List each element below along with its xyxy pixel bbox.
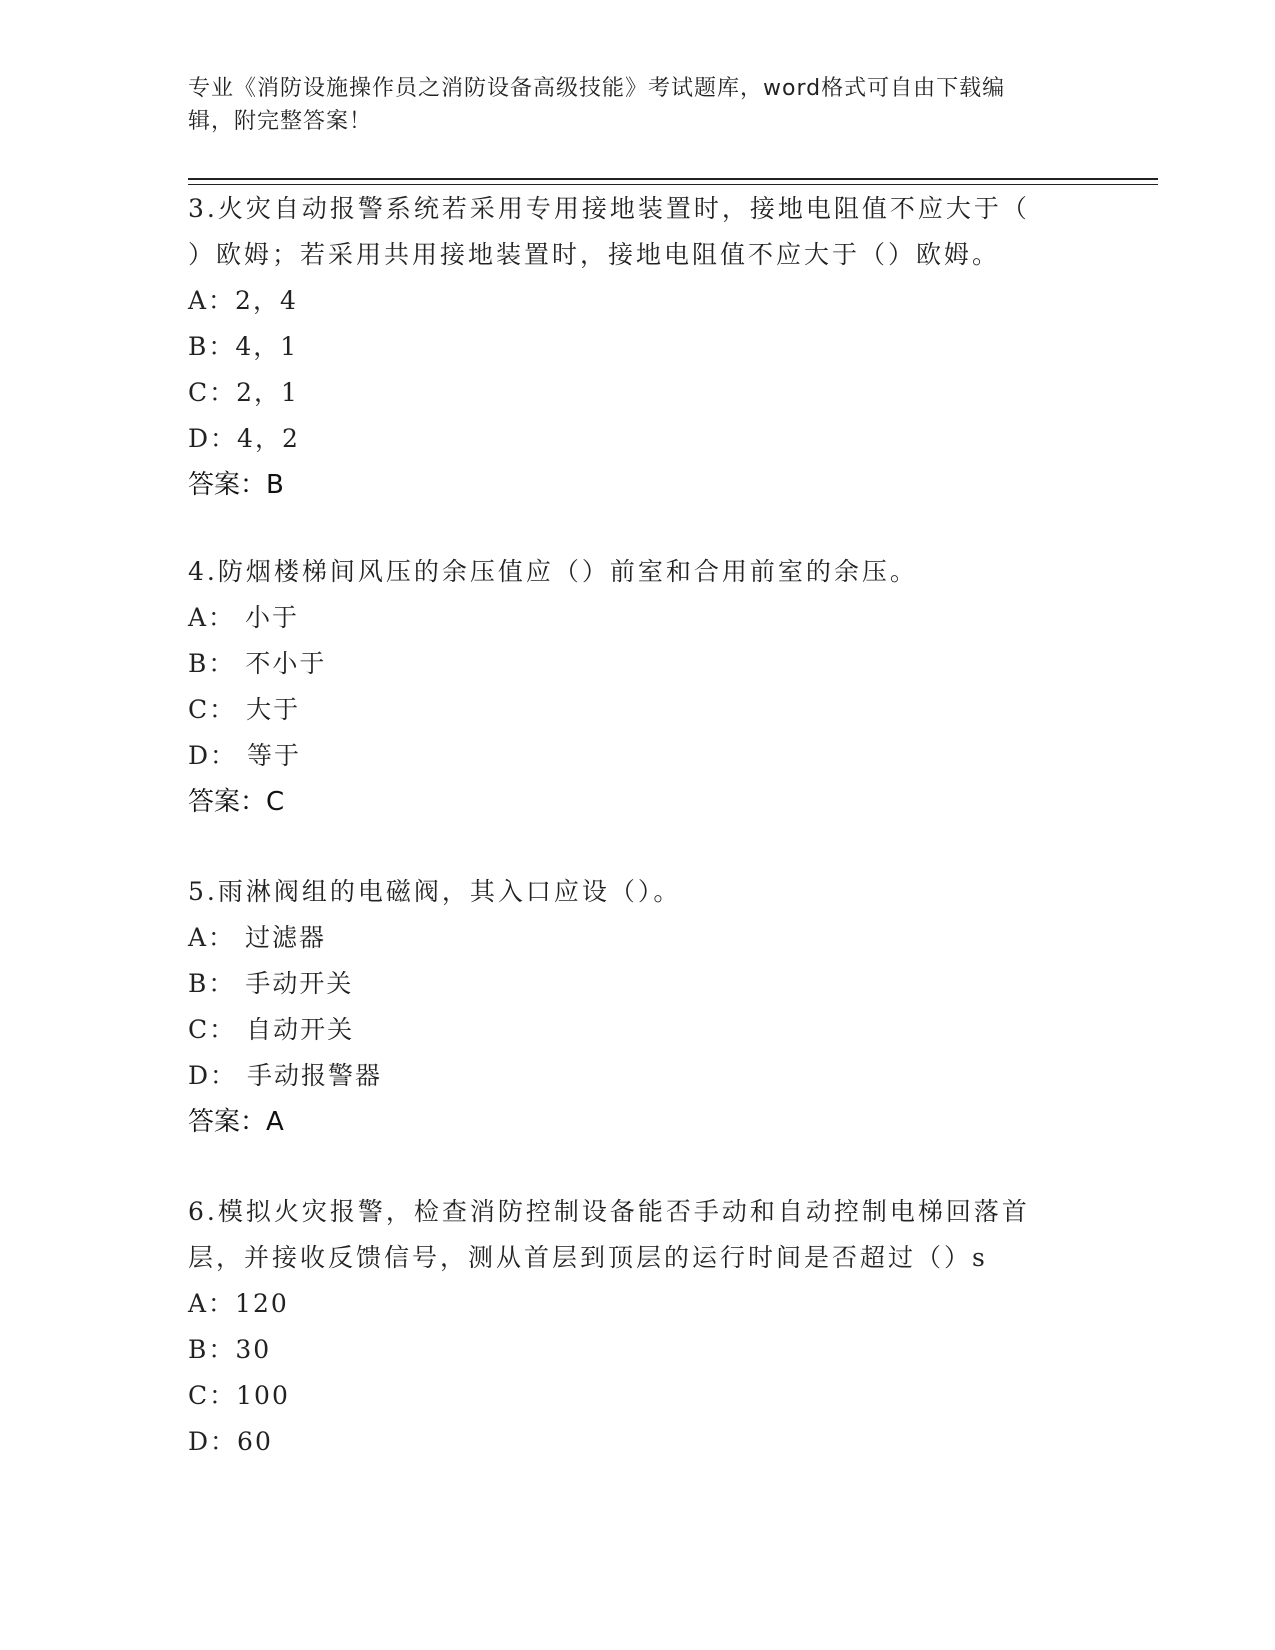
question-stem: 4.防烟楼梯间风压的余压值应（）前室和合用前室的余压。 bbox=[188, 557, 918, 586]
option-d: D：4，2 bbox=[188, 424, 300, 453]
header-divider-thin bbox=[188, 184, 1158, 185]
answer: 答案：A bbox=[188, 1107, 284, 1137]
question-stem: 6.模拟火灾报警，检查消防控制设备能否手动和自动控制电梯回落首 bbox=[188, 1197, 1030, 1226]
question-stem: 5.雨淋阀组的电磁阀，其入口应设（）。 bbox=[188, 877, 682, 906]
question-5 bbox=[188, 869, 1088, 1145]
question-4 bbox=[188, 549, 1088, 825]
option-b: B：4，1 bbox=[188, 332, 299, 361]
option-b: B：30 bbox=[188, 1335, 272, 1364]
option-a: A： 过滤器 bbox=[188, 923, 327, 952]
option-b: B： 不小于 bbox=[188, 649, 327, 678]
option-a: A：2，4 bbox=[188, 286, 298, 315]
option-c: C： 大于 bbox=[188, 695, 301, 724]
option-a: A： 小于 bbox=[188, 603, 300, 632]
header-line-1: 专业《消防设施操作员之消防设备高级技能》考试题库，word格式可自由下载编 bbox=[188, 76, 1006, 101]
option-c: C： 自动开关 bbox=[188, 1015, 355, 1044]
question-3 bbox=[188, 186, 1088, 508]
answer: 答案：C bbox=[188, 787, 285, 817]
option-d: D： 等于 bbox=[188, 741, 301, 770]
option-d: D： 手动报警器 bbox=[188, 1061, 382, 1090]
question-stem-continued: ）欧姆；若采用共用接地装置时，接地电阻值不应大于（）欧姆。 bbox=[188, 240, 1001, 269]
option-b: B： 手动开关 bbox=[188, 969, 354, 998]
document-header bbox=[188, 72, 1088, 138]
option-c: C：2，1 bbox=[188, 378, 299, 407]
header-divider-thick bbox=[188, 178, 1158, 180]
option-a: A：120 bbox=[188, 1289, 289, 1318]
option-c: C：100 bbox=[188, 1381, 290, 1410]
option-d: D：60 bbox=[188, 1427, 273, 1456]
question-6 bbox=[188, 1189, 1088, 1465]
question-stem-continued: 层，并接收反馈信号，测从首层到顶层的运行时间是否超过（）s bbox=[188, 1243, 988, 1272]
header-line-2: 辑，附完整答案！ bbox=[188, 109, 373, 134]
question-stem: 3.火灾自动报警系统若采用专用接地装置时，接地电阻值不应大于（ bbox=[188, 194, 1030, 223]
answer: 答案：B bbox=[188, 470, 284, 500]
